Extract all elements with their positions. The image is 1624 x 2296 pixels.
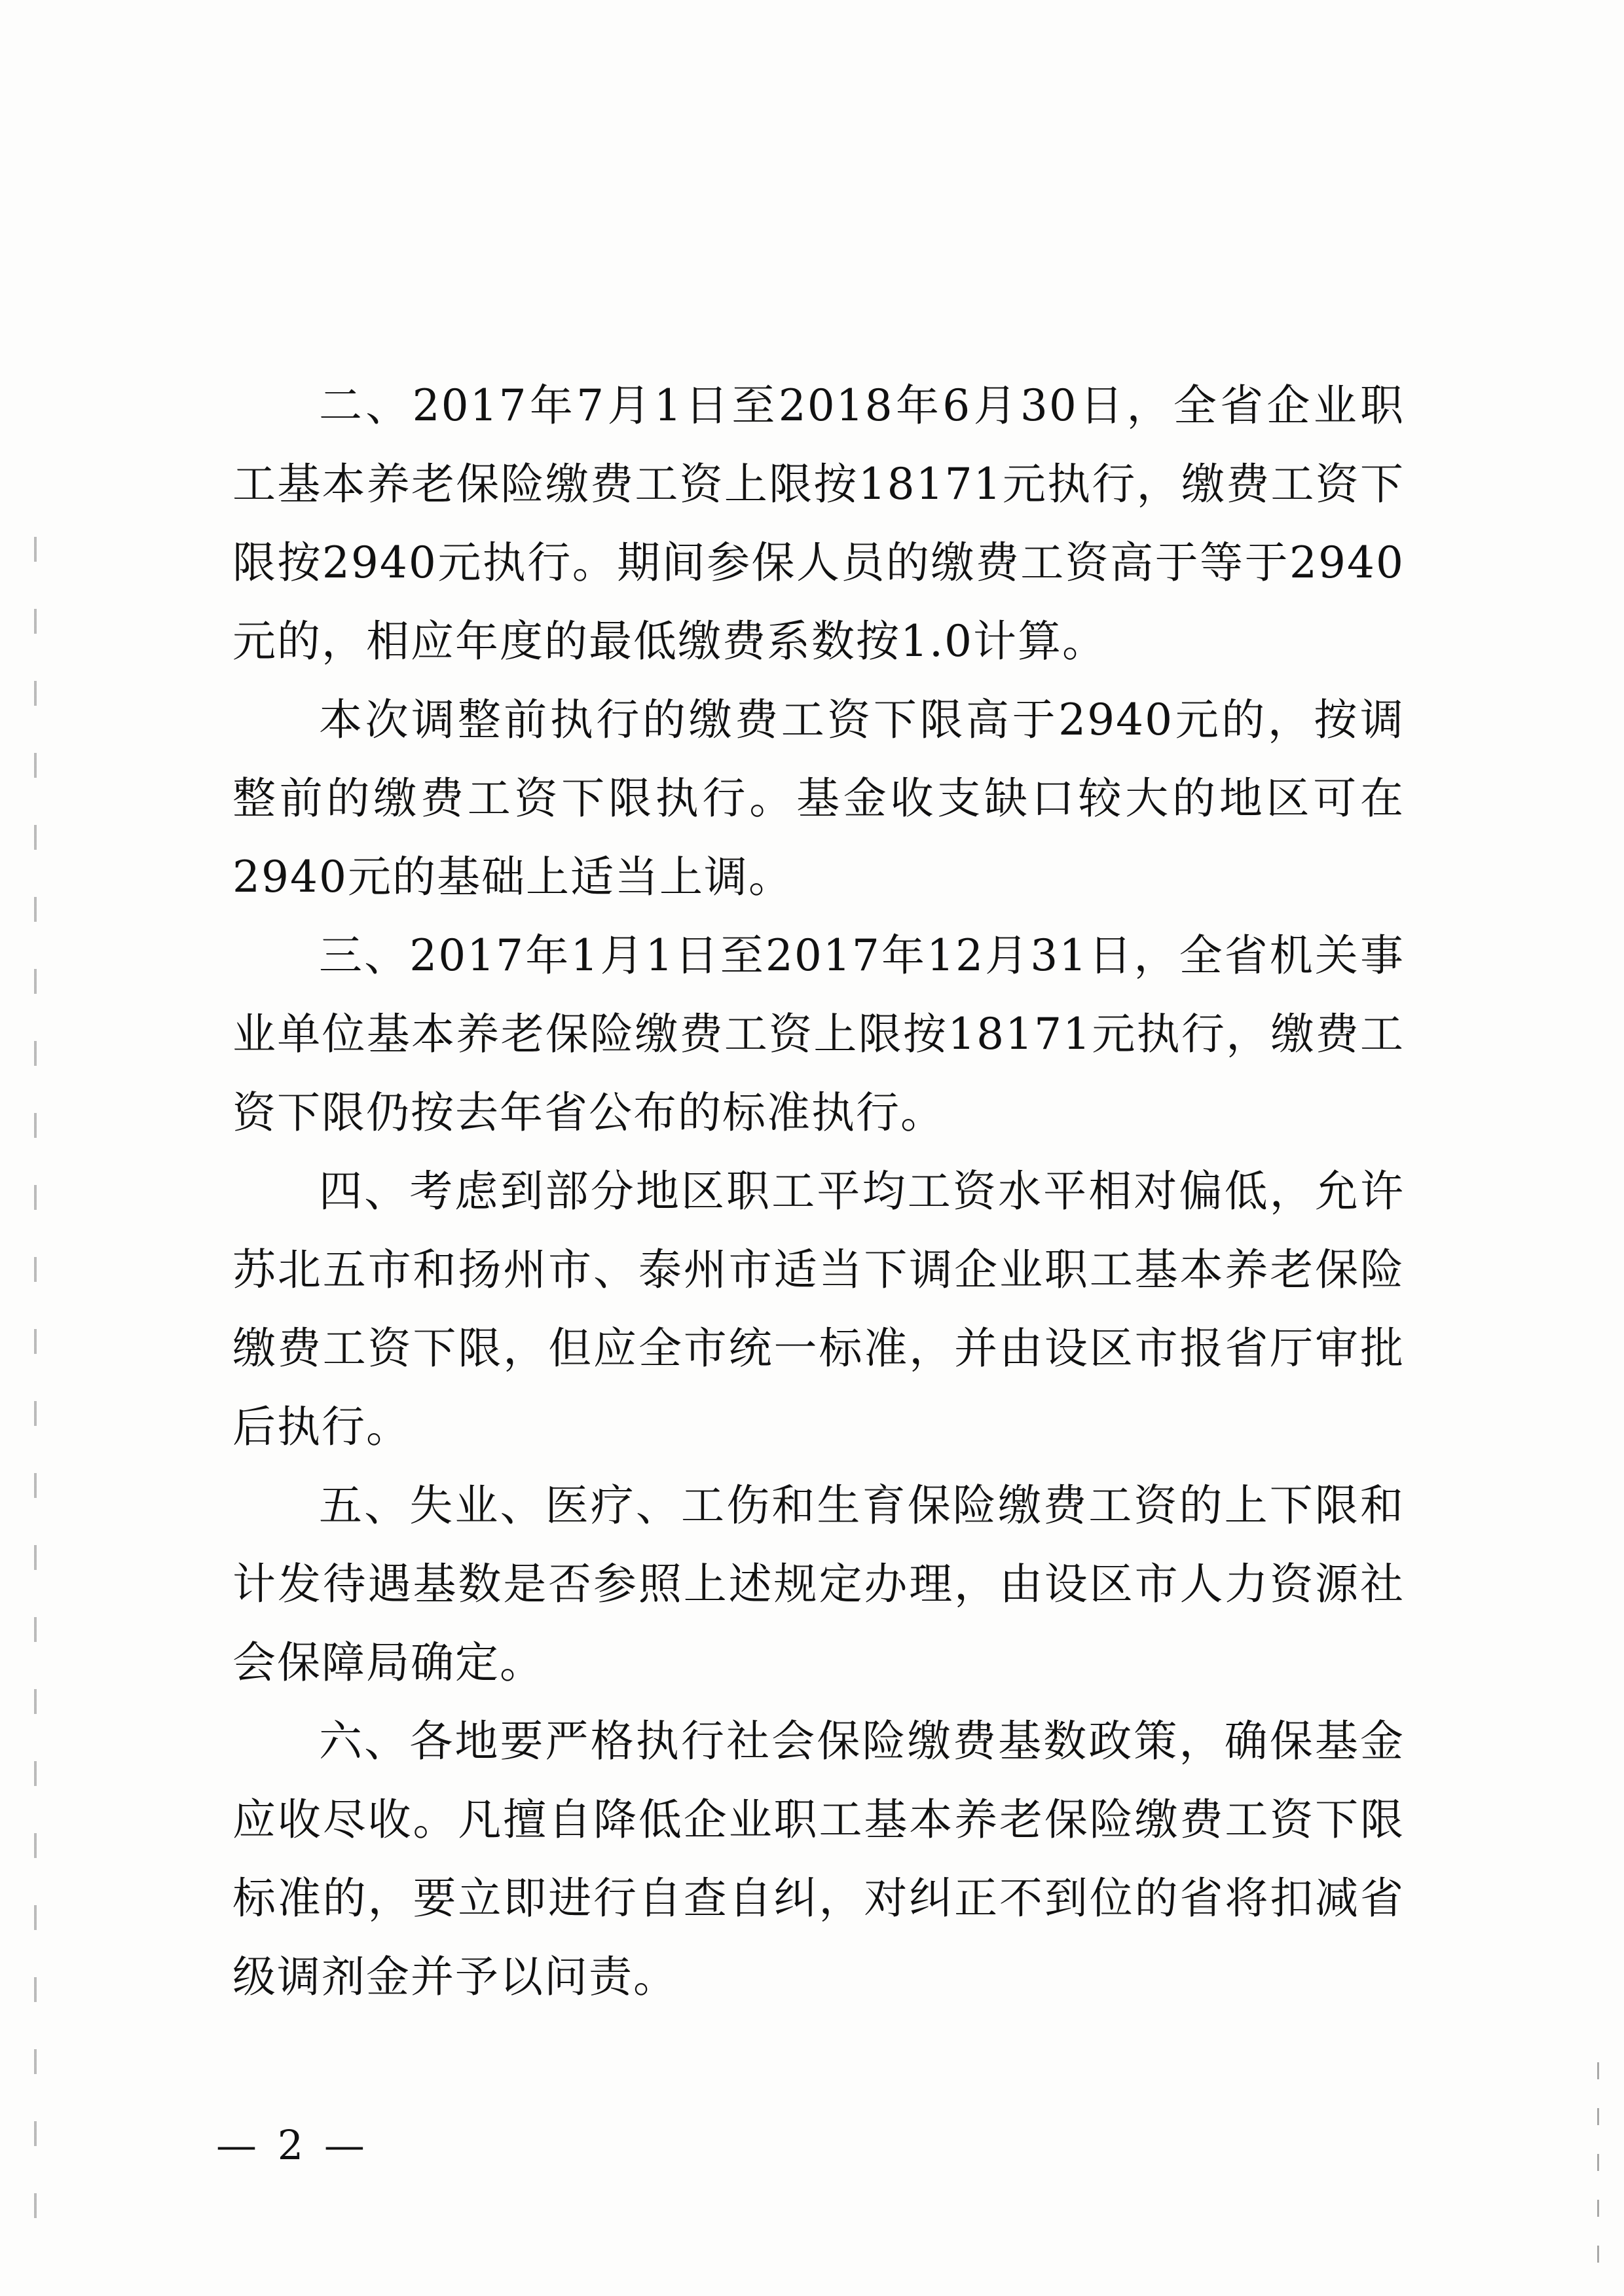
paragraph-item-three: 三、2017年1月1日至2017年12月31日，全省机关事业单位基本养老保险缴费工资上限按18171元执行，缴费工资下限仍按去年省公布的标准执行。 xyxy=(232,930,1405,1138)
paragraph-item-six: 六、各地要严格执行社会保险缴费基数政策，确保基金应收尽收。凡擅自降低企业职工基本养老保险缴费工资下限标准的，要立即进行自查自纠，对纠正不到位的省将扣减省级调剂金并予以问责。 xyxy=(232,1716,1405,2002)
paragraph-item-four: 四、考虑到部分地区职工平均工资水平相对偏低，允许苏北五市和扬州市、泰州市适当下调企业职工基本养老保险缴费工资下限，但应全市统一标准，并由设区市报省厅审批后执行。 xyxy=(232,1166,1405,1452)
paragraph-item-five: 五、失业、医疗、工伤和生育保险缴费工资的上下限和计发待遇基数是否参照上述规定办理，由设区市人力资源社会保障局确定。 xyxy=(232,1480,1405,1688)
paragraph-item-two: 二、2017年7月1日至2018年6月30日，全省企业职工基本养老保险缴费工资上限按18171元执行，缴费工资下限按2940元执行。期间参保人员的缴费工资高于等于2940元的，相应年度的最低缴费系数按1.0计算。 xyxy=(232,380,1405,666)
scan-edge-marks xyxy=(1597,2062,1599,2278)
document-body xyxy=(232,367,1405,2016)
page-number: — 2 — xyxy=(216,2121,369,2169)
binding-margin-marks xyxy=(34,537,37,2239)
paragraph-adjustment-note: 本次调整前执行的缴费工资下限高于2940元的，按调整前的缴费工资下限执行。基金收支缺口较大的地区可在2940元的基础上适当上调。 xyxy=(232,695,1405,902)
